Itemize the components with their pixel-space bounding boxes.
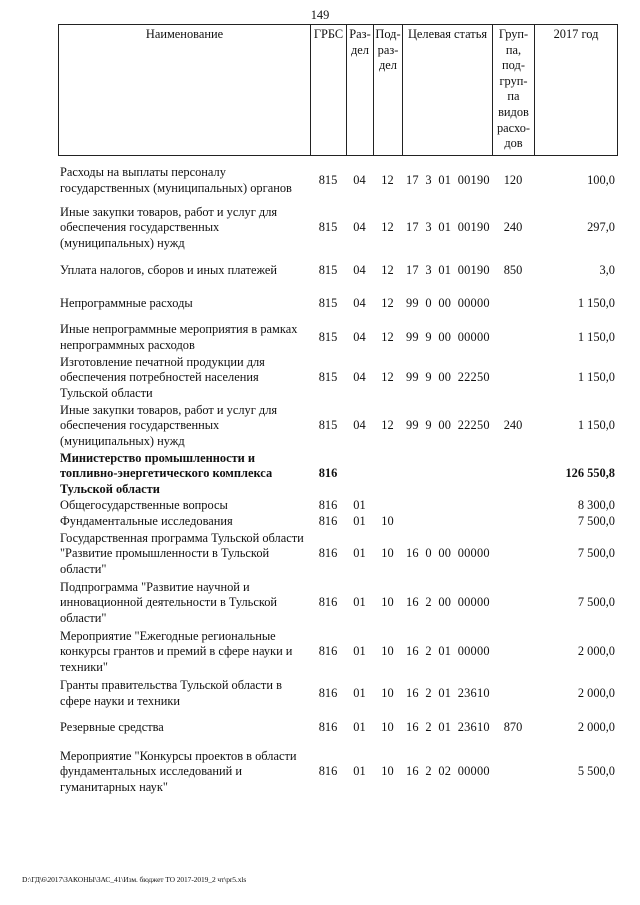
row-name: Общегосударственные вопросы [60,498,228,513]
row-target: 16 2 00 00000 [406,595,490,610]
row-name: Иные закупки товаров, работ и услуг для обеспечения государственных (муниципальных) нужд [60,204,278,250]
row-podrazdel: 10 [381,686,394,701]
header-year: 2017 год [535,25,618,156]
row-name: Иные непрограммные мероприятия в рамках непрограммных расходов [60,322,298,352]
row-razdel: 04 [353,370,366,385]
row-target: 16 0 00 00000 [406,546,490,561]
row-razdel: 04 [353,263,366,278]
row-grbs: 816 [318,595,338,610]
row-podrazdel: 12 [381,220,394,235]
row-podrazdel: 12 [381,418,394,433]
row-target: 17 3 01 00190 [406,173,490,188]
row-expense-group [492,322,534,354]
row-razdel: 01 [353,546,366,561]
row-name: Расходы на выплаты персоналу государственных (муниципальных) органов [60,165,292,195]
row-expense-group [492,578,534,628]
row-expense-group [492,530,534,578]
table-row [58,628,617,676]
row-name: Гранты правительства Тульской области в сфере науки и техники [60,678,282,708]
row-amount: 8 300,0 [577,498,615,513]
row-target: 17 3 01 00190 [406,220,490,235]
row-target [402,498,492,514]
row-name: Изготовление печатной продукции для обеспечения потребностей населения Тульской области [60,354,265,400]
row-grbs: 816 [318,686,338,701]
table-row [58,498,617,514]
page-number: 149 [310,8,330,22]
row-target: 99 9 00 22250 [406,370,490,385]
row-expense-group [492,514,534,530]
row-grbs: 815 [318,263,338,278]
row-grbs: 816 [318,764,338,779]
table-row [58,676,617,712]
row-name: Министерство промышленности и топливно-энергетического комплекса Тульской области [60,450,273,496]
row-expense-group [492,628,534,676]
row-podrazdel: 10 [381,764,394,779]
row-podrazdel: 12 [381,263,394,278]
row-target [402,450,492,498]
table-body [58,162,617,800]
row-amount: 3,0 [599,263,615,278]
row-amount: 5 500,0 [577,764,615,779]
row-target: 16 2 01 23610 [406,686,490,701]
row-razdel [346,450,373,498]
table-row [58,162,617,200]
row-amount: 7 500,0 [577,595,615,610]
row-expense-group: 850 [503,263,523,278]
row-name: Непрограммные расходы [60,296,193,311]
row-amount: 2 000,0 [577,644,615,659]
row-grbs: 816 [318,546,338,561]
table-row [58,286,617,322]
row-expense-group: 870 [503,720,523,735]
row-razdel: 04 [353,418,366,433]
table-row [58,578,617,628]
row-razdel: 01 [353,498,366,513]
row-podrazdel [373,498,402,514]
row-razdel: 04 [353,296,366,311]
row-grbs: 815 [318,173,338,188]
row-grbs: 815 [318,418,338,433]
row-podrazdel: 12 [381,296,394,311]
table-row [58,744,617,800]
row-target: 16 2 02 00000 [406,764,490,779]
row-podrazdel: 12 [381,330,394,345]
row-target: 16 2 01 23610 [406,720,490,735]
file-path-footer: D:\ГД\6\2017\ЗАКОНЫ\ЗАС_41\Изм. бюджет ТО 2017-2019_2 чт\pr5.xls [22,875,247,884]
table-row [58,322,617,354]
row-amount: 1 150,0 [577,418,615,433]
row-expense-group [492,354,534,402]
row-podrazdel: 12 [381,173,394,188]
table-row [58,402,617,450]
header-podrazdel: Под- раз- дел [374,25,403,156]
row-target: 99 9 00 22250 [406,418,490,433]
table-row [58,514,617,530]
row-target: 99 0 00 00000 [406,296,490,311]
header-target: Целевая статья [403,25,493,156]
row-name: Подпрограмма "Развитие научной и инновационной деятельности в Тульской области" [60,579,278,625]
row-target: 99 9 00 00000 [406,330,490,345]
row-amount: 297,0 [587,220,615,235]
row-amount: 1 150,0 [577,370,615,385]
row-expense-group: 240 [503,418,523,433]
row-name: Мероприятие "Конкурсы проектов в области фундаментальных исследований и гуманитарных наук" [60,748,297,794]
row-podrazdel: 10 [381,514,394,529]
row-expense-group: 240 [503,220,523,235]
row-amount: 7 500,0 [577,514,615,529]
row-name: Государственная программа Тульской области "Развитие промышленности в Тульской области" [60,530,304,576]
row-name: Резервные средства [60,720,164,735]
row-expense-group [492,744,534,800]
table-row [58,450,617,498]
row-amount: 7 500,0 [577,546,615,561]
row-razdel: 04 [353,173,366,188]
row-podrazdel: 10 [381,720,394,735]
row-razdel: 01 [353,720,366,735]
header-name: Наименование [59,25,311,156]
row-target [402,514,492,530]
row-grbs: 815 [318,330,338,345]
row-grbs: 816 [318,466,338,481]
row-expense-group [492,676,534,712]
row-amount: 2 000,0 [577,720,615,735]
row-name: Мероприятие "Ежегодные региональные конкурсы грантов и премий в сфере науки и техники" [60,628,293,674]
row-name: Фундаментальные исследования [60,514,233,529]
row-grbs: 815 [318,220,338,235]
row-podrazdel: 10 [381,644,394,659]
row-razdel: 04 [353,330,366,345]
header-razdel: Раз- дел [347,25,374,156]
row-podrazdel: 10 [381,546,394,561]
row-grbs: 816 [318,514,338,529]
row-podrazdel: 12 [381,370,394,385]
row-razdel: 01 [353,514,366,529]
row-grbs: 815 [318,370,338,385]
row-amount: 2 000,0 [577,686,615,701]
row-target: 17 3 01 00190 [406,263,490,278]
row-expense-group: 120 [503,173,523,188]
row-target: 16 2 01 00000 [406,644,490,659]
row-podrazdel [373,450,402,498]
row-expense-group [492,450,534,498]
row-razdel: 01 [353,644,366,659]
row-razdel: 01 [353,595,366,610]
row-amount: 1 150,0 [577,296,615,311]
table-row [58,354,617,402]
row-grbs: 816 [318,644,338,659]
row-amount: 126 550,8 [565,466,615,481]
header-grbs: ГРБС [311,25,347,156]
row-amount: 1 150,0 [577,330,615,345]
row-grbs: 816 [318,720,338,735]
table-row [58,530,617,578]
row-razdel: 01 [353,764,366,779]
row-expense-group [492,498,534,514]
row-amount: 100,0 [587,173,615,188]
table-row [58,256,617,286]
row-grbs: 816 [318,498,338,513]
row-podrazdel: 10 [381,595,394,610]
row-grbs: 815 [318,296,338,311]
row-expense-group [492,286,534,322]
row-razdel: 04 [353,220,366,235]
table-row [58,200,617,256]
table-row [58,712,617,744]
table-header [58,24,618,156]
row-name: Иные закупки товаров, работ и услуг для обеспечения государственных (муниципальных) нужд [60,402,278,448]
header-expense-group: Груп- па, под- груп- па видов расхо- дов [493,25,535,156]
row-razdel: 01 [353,686,366,701]
row-name: Уплата налогов, сборов и иных платежей [60,263,278,278]
